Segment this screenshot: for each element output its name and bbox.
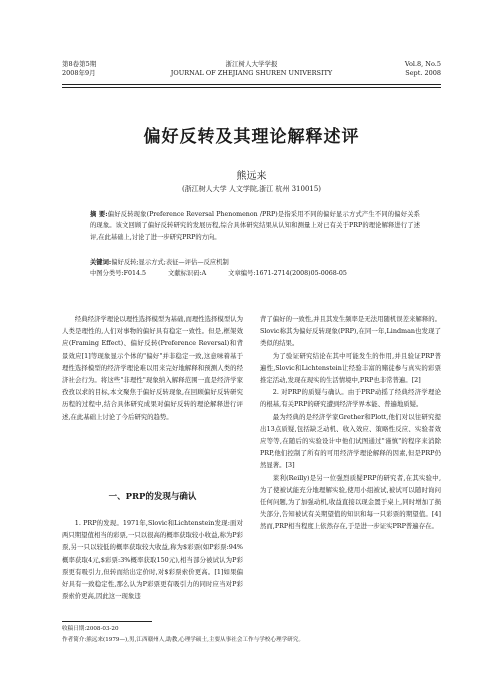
body-paragraph: 为了验证研究结论在其中可能发生的作用,并且验证PRP普遍性,Slovic和Lichtenstein让经验丰富的赌徒参与真实的彩票推定活动,发现在现实的生活情境中,PRP也非常普遍。[2]	[260, 351, 441, 385]
header-rule-thick	[62, 84, 441, 85]
footnote-rule	[62, 621, 152, 622]
author-name: 熊远来	[236, 171, 267, 182]
volume-issue-en: Vol.8, No.5	[404, 60, 441, 68]
body-column-left-top	[62, 313, 243, 423]
document-code: 文献标识码:A	[168, 270, 207, 277]
body-column-left-bottom	[62, 517, 243, 602]
keywords	[90, 257, 420, 266]
classification-meta	[90, 268, 420, 277]
keywords-label: 关键词:	[90, 259, 112, 266]
journal-volume-en	[405, 60, 441, 78]
publication-date: 2008年9月	[62, 69, 96, 77]
header-rule-thin	[62, 87, 441, 88]
journal-name-en: JOURNAL OF ZHEJIANG SHUREN UNIVERSITY	[170, 69, 333, 77]
body-paragraph: 背了偏好的一致性,并且其发生频率是无法用随机误差来解释的。Slovic称其为偏好反转现象(PRP),在同一年,Lindman也发现了类似的结果。	[260, 315, 441, 348]
clc-number: 中图分类号:F014.5	[90, 270, 147, 277]
intro-paragraph: 经典经济学理论以理性选择模型为基础,而理性选择模型认为人类是理性的,人们对事物的偏好具有稳定一致性。但是,框架效应(Framing Effect)、偏好反转(Preference Reversal)和背景效应[1]等现象显示个体的"偏好"并非稳定一致,这意味着基于理性选择模型的经济学理论难以用来完好地解释和预测人类的经济社会行为。将这些"非理性"现象纳入解释范围一直是经济学家孜孜以求的目标,本文聚焦于偏好反转现象,在回顾偏好反转研究历程的过程中,结合具体研究成果对偏好反转的理论解释进行评述,在此基础上讨论了今后研究的趋势。	[62, 315, 243, 421]
body-paragraph: 2. 对PRP的质疑与确认。由于PRP动摇了经典经济学理论的根基,有关PRP的研究遭到经济学界本能、普遍地质疑。	[260, 388, 441, 409]
abstract	[90, 209, 420, 243]
body-paragraph: 莱利(Reilly)是另一位强烈质疑PRP的研究者,在其实验中,为了使被试能充分地理解实验,使用小组被试,被试可以随时询问任何问题,为了加强动机,收益直接以现金置于桌上,同时增加了损失部分,告知被试有关期望值的知识和每一只彩票的期望值。[4]然而,PRP相当程度上依然存在,于是进一步证实PRP普遍存在。	[260, 473, 441, 531]
body-paragraph: 最为经典的是经济学家Grether和Plott,他们对以往研究提出13点质疑,包括缺乏动机、收入效应、策略性反应、实验者效应等等,在随后的实验设计中他们试图通过"谨慎"的程序来消除PRP,他们控制了所有的可用经济学理论解释的因素,但是PRP仍然显著。[3]	[260, 412, 441, 470]
article-number: 文章编号:1671-2714(2008)05-0068-05	[228, 270, 347, 277]
body-column-right	[260, 313, 441, 533]
keywords-text: 偏好反转;显示方式;表征—评估—反应机制	[111, 259, 229, 266]
body-paragraph: 1. PRP的发现。1971年,Slovic和Lichtenstein发现:面对两只期望值相当的彩票,一只以很高的概率获取较小收益,称为P彩票,另一只以较低的概率获取较大收益,称为$彩票(如P彩票:94%概率获取4元,$彩票:3%概率获取150元),相当部分被试认为P彩票更有吸引力,但转而给出定价时,对$彩票索价更高。[1]如果偏好具有一致稳定性,那么认为P彩票更有吸引力的同时应当对P彩票索价更高,因此这一现象违	[62, 519, 243, 601]
article-title: 偏好反转及其理论解释述评	[143, 127, 360, 147]
publication-date-en: Sept. 2008	[405, 69, 441, 77]
abstract-label: 摘 要:	[90, 211, 108, 218]
author-bio: 作者简介:熊远来(1979—),男,江西赣州人,助教,心理学硕士,主要从事社会工作与学校心理学研究。	[62, 637, 304, 643]
abstract-text: 偏好反转现象(Preference Reversal Phenomenon /PRP)是指采用不同的偏好显示方式产生不同的偏好关系的现象。该文回顾了偏好反转研究的发展历程,综合具体研究结果从认知和测量上对已有关于PRP的理论解释进行了述评,在此基础上,讨论了进一步研究PRP的方向。	[90, 211, 420, 241]
volume-issue: 第8卷第5期	[62, 60, 97, 68]
received-date: 收稿日期:2008-03-20	[62, 626, 119, 632]
author-affiliation: (浙江树人大学 人文学院,浙江 杭州 310015)	[181, 185, 322, 193]
journal-name-zh: 浙江树人大学学报	[225, 60, 278, 68]
section-heading: 一、PRP的发现与确认	[108, 492, 197, 502]
